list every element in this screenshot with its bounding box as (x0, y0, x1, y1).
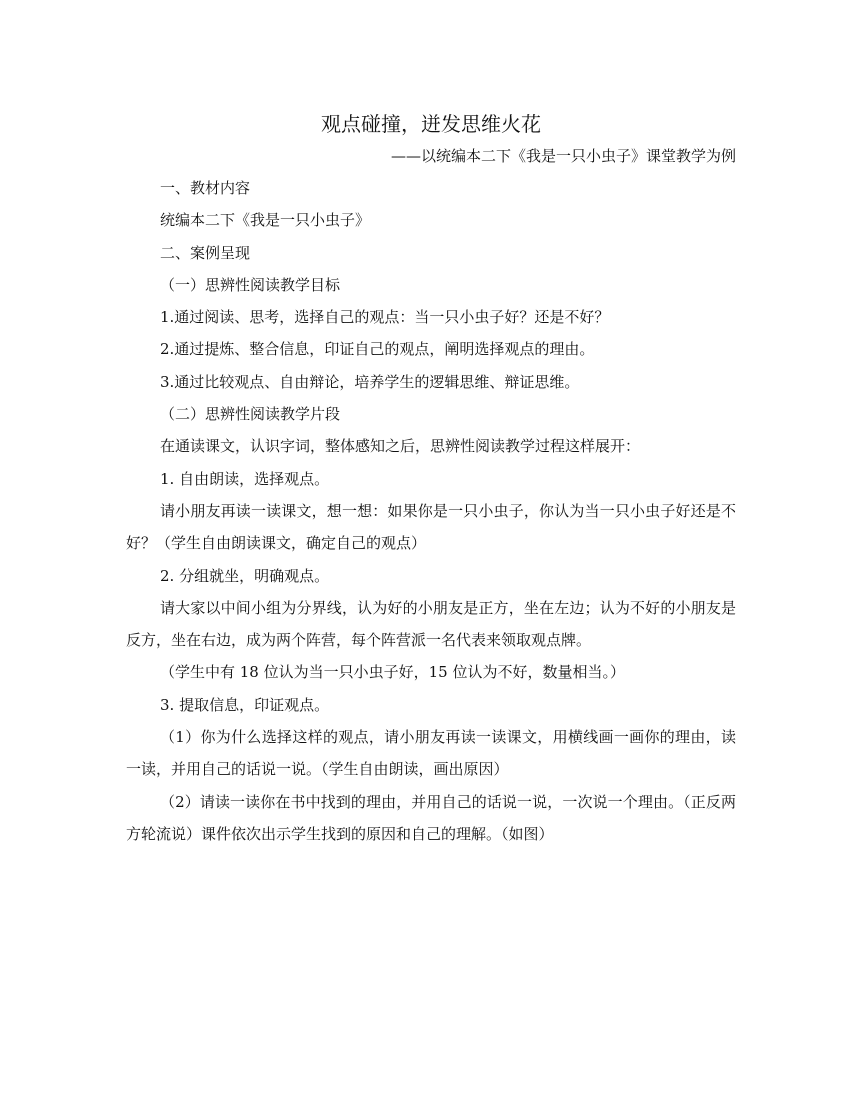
document-title: 观点碰撞，迸发思维火花 (321, 112, 541, 136)
document-body (126, 108, 736, 850)
document-subtitle: ——以统编本二下《我是一只小虫子》课堂教学为例 (390, 147, 736, 165)
paragraph-step-2: 请大家以中间小组为分界线，认为好的小朋友是正方，坐在左边；认为不好的小朋友是反方，坐在右边，成为两个阵营，每个阵营派一名代表来领取观点牌。 (126, 598, 736, 650)
paragraph-step-3-part-2: （2）请读一读你在书中找到的理由，并用自己的话说一说，一次说一个理由。（正反两方轮流说）课件依次出示学生找到的原因和自己的理解。（如图） (126, 792, 736, 843)
step-heading-1: 1. 自由朗读，选择观点。 (160, 469, 330, 488)
goal-item-1: 1.通过阅读、思考，选择自己的观点：当一只小虫子好？还是不好？ (160, 308, 610, 327)
paragraph-intro: 在通读课文，认识字词，整体感知之后，思辨性阅读教学过程这样展开： (160, 437, 641, 456)
section-heading-textbook: 一、教材内容 (160, 179, 251, 197)
goal-item-2: 2.通过提炼、整合信息，印证自己的观点，阐明选择观点的理由。 (160, 340, 595, 359)
step-heading-2: 2. 分组就坐，明确观点。 (160, 566, 330, 585)
goal-item-3: 3.通过比较观点、自由辩论，培养学生的逻辑思维、辩证思维。 (160, 372, 580, 391)
paragraph-student-count: （学生中有 18 位认为当一只小虫子好，15 位认为不好，数量相当。） (160, 663, 625, 682)
paragraph-textbook-name: 统编本二下《我是一只小虫子》 (160, 211, 371, 230)
paragraph-step-1: 请小朋友再读一读课文，想一想：如果你是一只小虫子，你认为当一只小虫子好还是不好？（学生自由朗读课文，确定自己的观点） (126, 501, 736, 553)
subsection-heading-goals: （一）思辨性阅读教学目标 (160, 275, 341, 294)
section-heading-case: 二、案例呈现 (160, 243, 251, 262)
subsection-heading-segment: （二）思辨性阅读教学片段 (160, 405, 341, 424)
paragraph-step-3-part-1: （1）你为什么选择这样的观点，请小朋友再读一读课文，用横线画一画你的理由，读一读，并用自己的话说一说。（学生自由朗读，画出原因） (126, 728, 736, 779)
step-heading-3: 3. 提取信息，印证观点。 (160, 695, 330, 714)
